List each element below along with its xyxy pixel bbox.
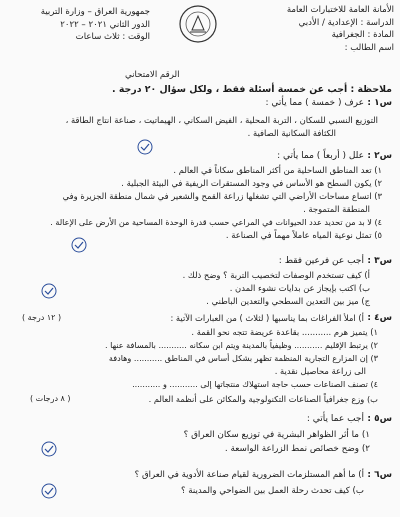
grader-mark-icon [136, 138, 154, 156]
header-left-line: الوقت : ثلاث ساعات [75, 32, 150, 42]
q4-intro: أ) املأ الفراغات بما يناسبها ( لثلاث ) من العبارات الآتية : [170, 313, 364, 323]
q2-item: ١) تعد المناطق الساحلية من أكثر المناطق سكاناً في العالم . [173, 165, 382, 175]
q3-intro: أجب عن فرعين فقط : [278, 256, 364, 266]
exam-note: ملاحظة : أجب عن خمسة أسئلة فقط ، ولكل سؤال ٢٠ درجة . [112, 84, 392, 95]
grader-mark-icon [40, 282, 58, 300]
q6-item: أ) ما أهم المستلزمات الضرورية لقيام صناعة الأدوية في العراق ؟ [134, 470, 364, 480]
q4-score-a: ( ١٢ درجة ) [22, 313, 62, 322]
header-left-line: الدور الثاني ٢٠٢١ – ٢٠٢٢ [60, 19, 150, 30]
header-right-line: الدراسة : الإعدادية / الأدبي [298, 17, 394, 28]
q4-label: س٤ : [367, 313, 392, 323]
q2-item: ٥) تمثل نوعية المياه عاملاً مهماً في الصناعة . [225, 230, 382, 240]
q6-label: س٦ : [367, 470, 392, 480]
q1-line: التوزيع النسبي للسكان ، التربة المحلية ، الفيض السكاني ، الهيماتيت ، صناعة انتاج الطاقة ، [65, 115, 378, 125]
grader-mark-icon [40, 440, 58, 458]
q4-item: ٤) تصنف الصناعات حسب حاجة استهلاك منتجاتها إلى ........... و ........... [132, 379, 378, 389]
q3-item: ب) اكتب بإيجاز عن بدايات نشوء المدن . [229, 283, 370, 293]
header-right-line: اسم الطالب : [344, 42, 394, 53]
header-right-line: الأمانة العامة للاختبارات العامة [286, 5, 394, 15]
q2-label: س٢ : [367, 151, 392, 161]
q3-label: س٣ : [367, 256, 392, 266]
q4-item: ٢) يرتبط الإقليم ........... وظيفياً بالمدينة ويتم ابن سكانه ........... بالمسافة عنها . [104, 340, 378, 350]
header-right-line: المادة : الجغرافية [331, 30, 394, 40]
q4-item: الى زراعة محاصيل نقدية . [274, 366, 366, 376]
q1-intro: عرف ( خمسة ) مما يأتي : [265, 98, 364, 108]
header-left [30, 6, 150, 44]
header-left-line: جمهورية العراق – وزارة التربية [40, 7, 150, 17]
q4-item: ٣) إن المزارع التجارية المنظمة تظهر بشكل أساس في المناطق ........... وهادفة [108, 353, 378, 363]
q1-label: س١ : [367, 98, 392, 108]
q3-item: ج) ميز بين التعدين السطحي والتعدين الباطني . [206, 296, 370, 306]
q2-intro: علل ( أربعاً ) مما يأتي : [277, 151, 364, 161]
q4-item: ١) يتميز هرم ........... بقاعدة عريضة تتجه نحو القمة . [191, 327, 378, 337]
grader-mark-icon [40, 482, 58, 500]
grader-mark-icon [70, 236, 88, 254]
q2-item: ٤) لا بد من تحديد عدد الحيوانات في المراعي حسب قدرة الوحدة المساحية من الأرض على الإعالة . [50, 217, 382, 227]
q2-item: ٣) اتساع مساحات الأراضي التي تشغلها زراعة القمح والشعير في شمال منطقة الجزيرة وفي [62, 191, 382, 201]
q4-score-b: ( ٨ درجات ) [30, 394, 71, 403]
exam-number-label: الرقم الامتحاني [125, 70, 180, 80]
q4-item-b: ب) وزع جغرافياً الصناعات التكنولوجية والمكائن على أنظمة العالم . [148, 394, 378, 404]
q5-intro: أجب عما يأتي : [306, 414, 364, 424]
q5-label: س٥ : [367, 414, 392, 424]
header-right [279, 4, 394, 54]
q5-item: ١) ما أثر الظواهر البشرية في توزيع سكان العراق ؟ [183, 430, 370, 440]
q3-item: أ) كيف تستخدم الوصفات لتخصيب التربة ؟ وضح ذلك . [182, 270, 370, 280]
q6-item: ب) كيف تحدث رحلة العمل بين الضواحي والمدينة ؟ [180, 486, 364, 496]
q2-item: المنطقة المتموجة . [303, 204, 370, 214]
q5-item: ٢) وضح خصائص نمط الزراعة الواسعة . [224, 444, 370, 454]
q2-item: ٢) يكون السطح هو الأساس في وجود المستقرات الريفية في البيئة الجبلية . [121, 178, 382, 188]
q1-line: الكثافة السكانية الصافية . [247, 128, 336, 138]
ministry-seal-icon [178, 4, 218, 44]
